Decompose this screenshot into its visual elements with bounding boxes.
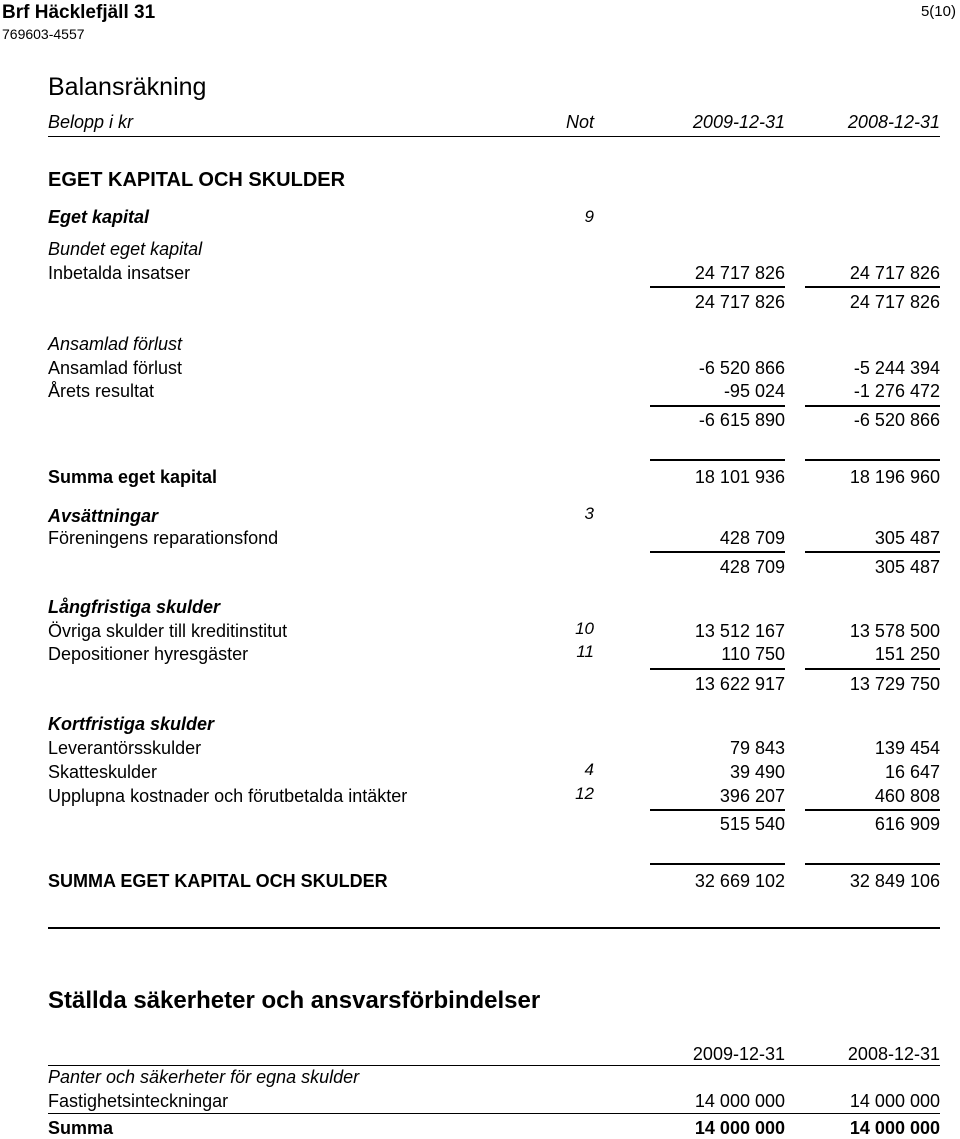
langfristiga-heading: Långfristiga skulder xyxy=(48,597,221,617)
row-value-year2: -5 244 394 xyxy=(853,358,940,378)
summa-total-year2: 32 849 106 xyxy=(849,871,940,891)
row-label: Föreningens reparationsfond xyxy=(48,528,279,548)
summa-eget-year1: 18 101 936 xyxy=(694,467,785,487)
row-label: Ansamlad förlust xyxy=(48,358,183,378)
eget-kapital-heading: Eget kapital xyxy=(48,207,150,227)
summa-eget-year2: 18 196 960 xyxy=(849,467,940,487)
org-number: 769603-4557 xyxy=(2,26,85,42)
sum-rule xyxy=(650,405,785,407)
row-value-year1: 428 709 xyxy=(719,528,785,548)
sum-rule xyxy=(805,668,940,670)
pledges-summa-year1: 14 000 000 xyxy=(694,1118,785,1138)
header-rule xyxy=(48,136,940,137)
column-header-label: Belopp i kr xyxy=(48,112,134,132)
sum-rule xyxy=(650,286,785,288)
column-header-note: Not xyxy=(565,112,594,132)
row-value-year1: 24 717 826 xyxy=(694,263,785,283)
pledges-group-label: Panter och säkerheter för egna skulder xyxy=(48,1067,360,1087)
company-name: Brf Häcklefjäll 31 xyxy=(2,2,156,23)
row-label: Fastighetsinteckningar xyxy=(48,1091,229,1111)
row-note: 10 xyxy=(575,619,594,638)
sum-rule xyxy=(650,459,785,461)
row-note: 4 xyxy=(584,760,594,779)
subtotal-year1: -6 615 890 xyxy=(698,410,785,430)
row-label: Leverantörsskulder xyxy=(48,738,202,758)
sum-rule xyxy=(805,809,940,811)
subtotal-year2: 13 729 750 xyxy=(849,674,940,694)
row-value-year2: 16 647 xyxy=(884,762,940,782)
sum-rule xyxy=(650,809,785,811)
column-header-year2: 2008-12-31 xyxy=(847,112,940,132)
subtotal-year2: 305 487 xyxy=(874,557,940,577)
row-value-year2: 139 454 xyxy=(874,738,940,758)
eget-kapital-note: 9 xyxy=(584,207,594,226)
page-number: 5(10) xyxy=(920,3,956,20)
ansamlad-heading: Ansamlad förlust xyxy=(48,334,183,354)
sum-rule xyxy=(805,551,940,553)
row-value-year1: 14 000 000 xyxy=(694,1091,785,1111)
column-header-year1: 2009-12-31 xyxy=(692,112,785,132)
subtotal-year2: 616 909 xyxy=(874,814,940,834)
row-label: Skatteskulder xyxy=(48,762,158,782)
pledges-sum-rule xyxy=(48,1113,940,1114)
summa-total-year1: 32 669 102 xyxy=(694,871,785,891)
row-value-year2: 14 000 000 xyxy=(849,1091,940,1111)
row-value-year2: 305 487 xyxy=(874,528,940,548)
row-label: Upplupna kostnader och förutbetalda intäkter xyxy=(48,786,408,806)
sum-rule xyxy=(650,668,785,670)
pledges-title: Ställda säkerheter och ansvarsförbindelser xyxy=(48,987,541,1014)
subtotal-year1: 13 622 917 xyxy=(694,674,785,694)
section-divider xyxy=(48,927,940,929)
sum-rule xyxy=(805,863,940,865)
sum-rule xyxy=(650,551,785,553)
row-value-year1: 13 512 167 xyxy=(694,621,785,641)
row-label: Inbetalda insatser xyxy=(48,263,191,283)
row-value-year1: 396 207 xyxy=(719,786,785,806)
row-value-year1: -95 024 xyxy=(723,381,785,401)
page-title: Balansräkning xyxy=(48,73,207,101)
row-label: Depositioner hyresgäster xyxy=(48,644,249,664)
row-value-year2: 460 808 xyxy=(874,786,940,806)
avsattningar-heading: Avsättningar xyxy=(48,506,159,526)
row-value-year2: -1 276 472 xyxy=(853,381,940,401)
summa-total-label: SUMMA EGET KAPITAL OCH SKULDER xyxy=(48,871,388,891)
summa-eget-label: Summa eget kapital xyxy=(48,467,218,487)
row-value-year1: 79 843 xyxy=(729,738,785,758)
row-value-year2: 24 717 826 xyxy=(849,263,940,283)
subtotal-year2: 24 717 826 xyxy=(849,292,940,312)
row-label: Årets resultat xyxy=(48,381,155,401)
subtotal-year2: -6 520 866 xyxy=(853,410,940,430)
pledges-header-year1: 2009-12-31 xyxy=(692,1044,785,1064)
subtotal-year1: 24 717 826 xyxy=(694,292,785,312)
row-value-year1: 39 490 xyxy=(729,762,785,782)
subtotal-year1: 428 709 xyxy=(719,557,785,577)
row-note: 12 xyxy=(575,784,594,803)
pledges-summa-label: Summa xyxy=(48,1118,114,1138)
row-value-year2: 13 578 500 xyxy=(849,621,940,641)
sum-rule xyxy=(805,459,940,461)
sum-rule xyxy=(805,286,940,288)
row-value-year1: -6 520 866 xyxy=(698,358,785,378)
kortfristiga-heading: Kortfristiga skulder xyxy=(48,714,215,734)
pledges-summa-year2: 14 000 000 xyxy=(849,1118,940,1138)
sum-rule xyxy=(650,863,785,865)
row-value-year1: 110 750 xyxy=(721,644,785,664)
section-title: EGET KAPITAL OCH SKULDER xyxy=(48,169,346,191)
avsattningar-note: 3 xyxy=(584,504,594,523)
row-note: 11 xyxy=(576,642,594,661)
sum-rule xyxy=(805,405,940,407)
pledges-header-year2: 2008-12-31 xyxy=(847,1044,940,1064)
subtotal-year1: 515 540 xyxy=(719,814,785,834)
bundet-heading: Bundet eget kapital xyxy=(48,239,203,259)
row-label: Övriga skulder till kreditinstitut xyxy=(48,621,288,641)
row-value-year2: 151 250 xyxy=(874,644,940,664)
